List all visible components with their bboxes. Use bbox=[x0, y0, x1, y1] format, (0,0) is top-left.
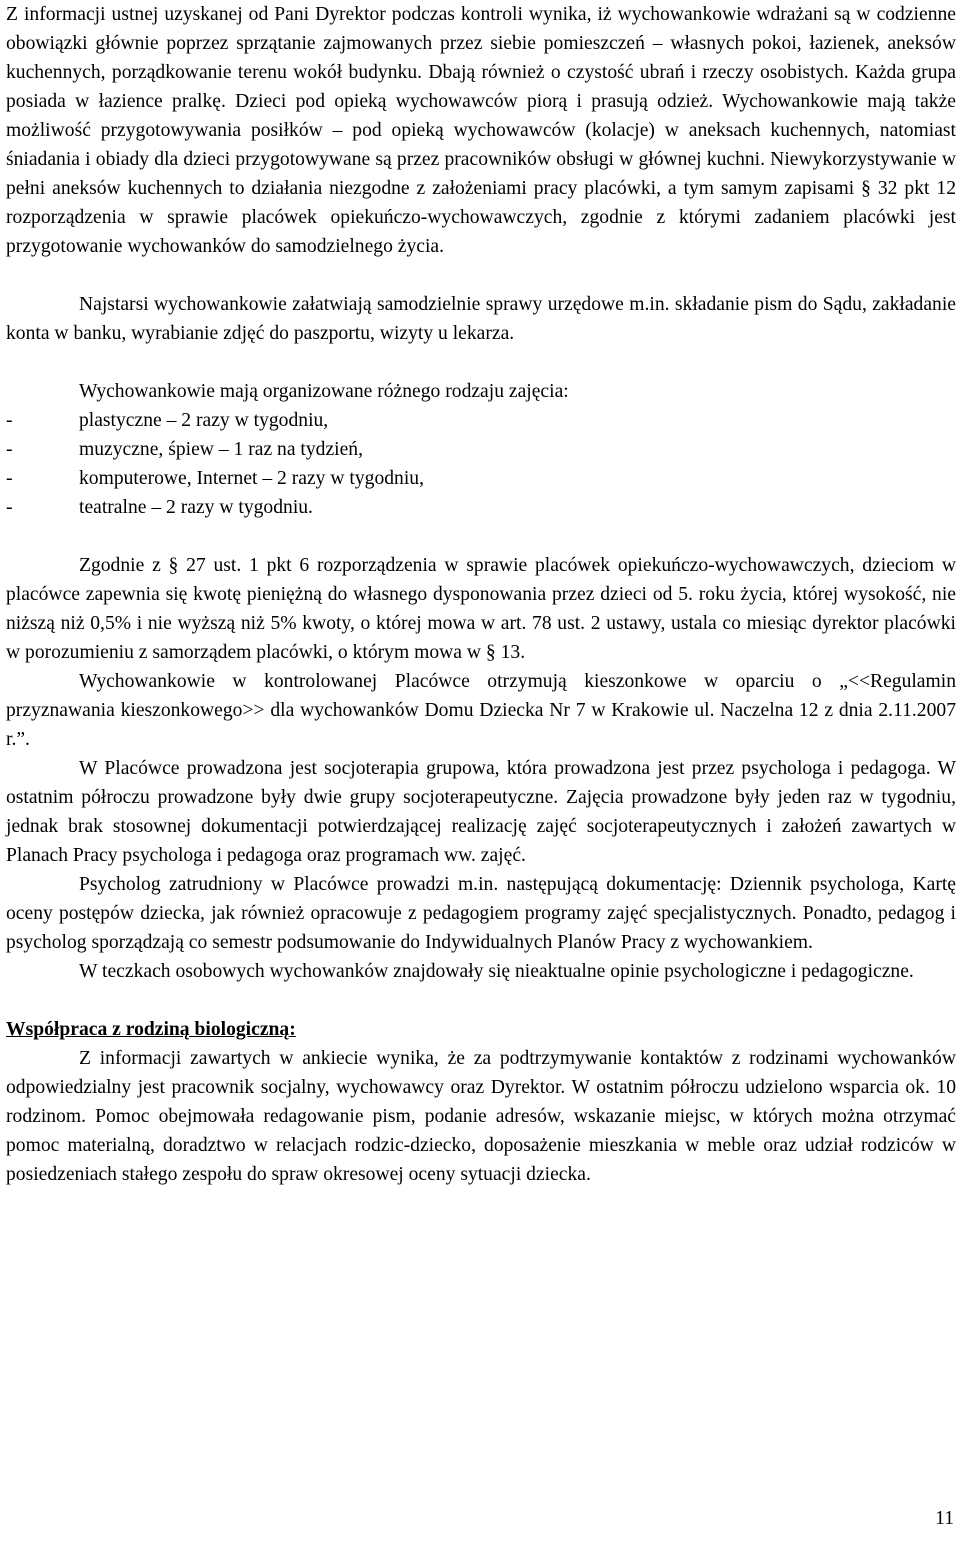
paragraph-activities-intro: Wychowankowie mają organizowane różnego rodzaju zajęcia: bbox=[79, 381, 569, 402]
list-item-text: komputerowe, Internet – 2 razy w tygodniu, bbox=[79, 468, 424, 489]
list-item bbox=[6, 464, 956, 493]
paragraph-official-matters: Najstarsi wychowankowie załatwiają samodzielnie sprawy urzędowe m.in. składanie pism do Sądu, zakładanie konta w banku, wyrabianie zdjęć do paszportu, wizyty u lekarza. bbox=[6, 294, 956, 344]
activities-list bbox=[6, 406, 956, 522]
list-item-text: muzyczne, śpiew – 1 raz na tydzień, bbox=[79, 439, 363, 460]
list-item bbox=[6, 493, 956, 522]
paragraph-sociotherapy: W Placówce prowadzona jest socjoterapia grupowa, która prowadzona jest przez psychologa i pedagoga. W ostatnim półroczu prowadzone były dwie grupy socjoterapeutyczne. Zajęcia prowadzone były jeden raz w tygodniu, jednak brak stosownej dokumentacji potwierdzającej realizację zajęć socjoterapeutycznych i założeń zawartych w Planach Pracy psychologa i pedagoga oraz programach ww. zajęć. bbox=[6, 758, 956, 866]
list-item bbox=[6, 435, 956, 464]
paragraph-family-cooperation: Z informacji zawartych w ankiecie wynika, że za podtrzymywanie kontaktów z rodzinami wychowanków odpowiedzialny jest pracownik socjalny, wychowawcy oraz Dyrektor. W ostatnim półroczu udzielono wsparcia ok. 10 rodzinom. Pomoc obejmowała redagowanie pism, podanie adresów, wskazanie miejsc, w których można otrzymać pomoc materialną, doradztwo w relacjach rodzic-dziecko, doposażenie mieszkania w meble oraz udział rodziców w posiedzeniach stałego zespołu do spraw okresowej oceny sytuacji dziecka. bbox=[6, 1048, 956, 1185]
list-dash: - bbox=[6, 410, 13, 431]
paragraph-pocket-money-rules: Wychowankowie w kontrolowanej Placówce otrzymują kieszonkowe w oparciu o „<<Regulamin przyznawania kieszonkowego>> dla wychowanków Domu Dziecka Nr 7 w Krakowie ul. Naczelna 12 z dnia 2.11.2007 r.”. bbox=[6, 671, 956, 750]
list-item-text: plastyczne – 2 razy w tygodniu, bbox=[79, 410, 329, 431]
paragraph-personal-files: W teczkach osobowych wychowanków znajdowały się nieaktualne opinie psychologiczne i pedagogiczne. bbox=[79, 961, 914, 982]
list-item-text: teatralne – 2 razy w tygodniu. bbox=[79, 497, 313, 518]
paragraph-psychologist-documentation: Psycholog zatrudniony w Placówce prowadzi m.in. następującą dokumentację: Dziennik psychologa, Kartę oceny postępów dziecka, jak również opracowuje z pedagogiem programy zajęć specjalistycznych. Ponadto, pedagog i psycholog sporządzają co semestr podsumowanie do Indywidualnych Planów Pracy z wychowankiem. bbox=[6, 874, 956, 953]
paragraph-pocket-money-regulation: Zgodnie z § 27 ust. 1 pkt 6 rozporządzenia w sprawie placówek opiekuńczo-wychowawczych, dzieciom w placówce zapewnia się kwotę pieniężną do własnego dysponowania przez dzieci od 5. roku życia, której wysokość, nie niższą niż 0,5% i nie wyższą niż 5% kwoty, o której mowa w art. 78 ust. 2 ustawy, ustala co miesiąc dyrektor placówki w porozumieniu z samorządem placówki, o którym mowa w § 13. bbox=[6, 555, 956, 663]
list-dash: - bbox=[6, 497, 13, 518]
paragraph-daily-duties: Z informacji ustnej uzyskanej od Pani Dyrektor podczas kontroli wynika, iż wychowankowie wdrażani są w codzienne obowiązki głównie poprzez sprzątanie zajmowanych przez siebie pomieszczeń – własnych pokoi, łazienek, aneksów kuchennych, porządkowanie terenu wokół budynku. Dbają również o czystość ubrań i rzeczy osobistych. Każda grupa posiada w łazience pralkę. Dzieci pod opieką wychowawców piorą i prasują odzież. Wychowankowie mają także możliwość przygotowywania posiłków – pod opieką wychowawców (kolacje) w aneksach kuchennych, natomiast śniadania i obiady dla dzieci przygotowywane są przez pracowników obsługi w głównej kuchni. Niewykorzystywanie w pełni aneksów kuchennych to działania niezgodne z założeniami pracy placówki, a tym samym zapisami § 32 pkt 12 rozporządzenia w sprawie placówek opiekuńczo-wychowawczych, zgodnie z którymi zadaniem placówki jest przygotowanie wychowanków do samodzielnego życia. bbox=[6, 4, 956, 257]
list-dash: - bbox=[6, 439, 13, 460]
list-item bbox=[6, 406, 956, 435]
page-number: 11 bbox=[935, 1508, 954, 1529]
section-heading: Współpraca z rodziną biologiczną: bbox=[6, 1019, 296, 1040]
list-dash: - bbox=[6, 468, 13, 489]
document-page bbox=[6, 0, 956, 1189]
